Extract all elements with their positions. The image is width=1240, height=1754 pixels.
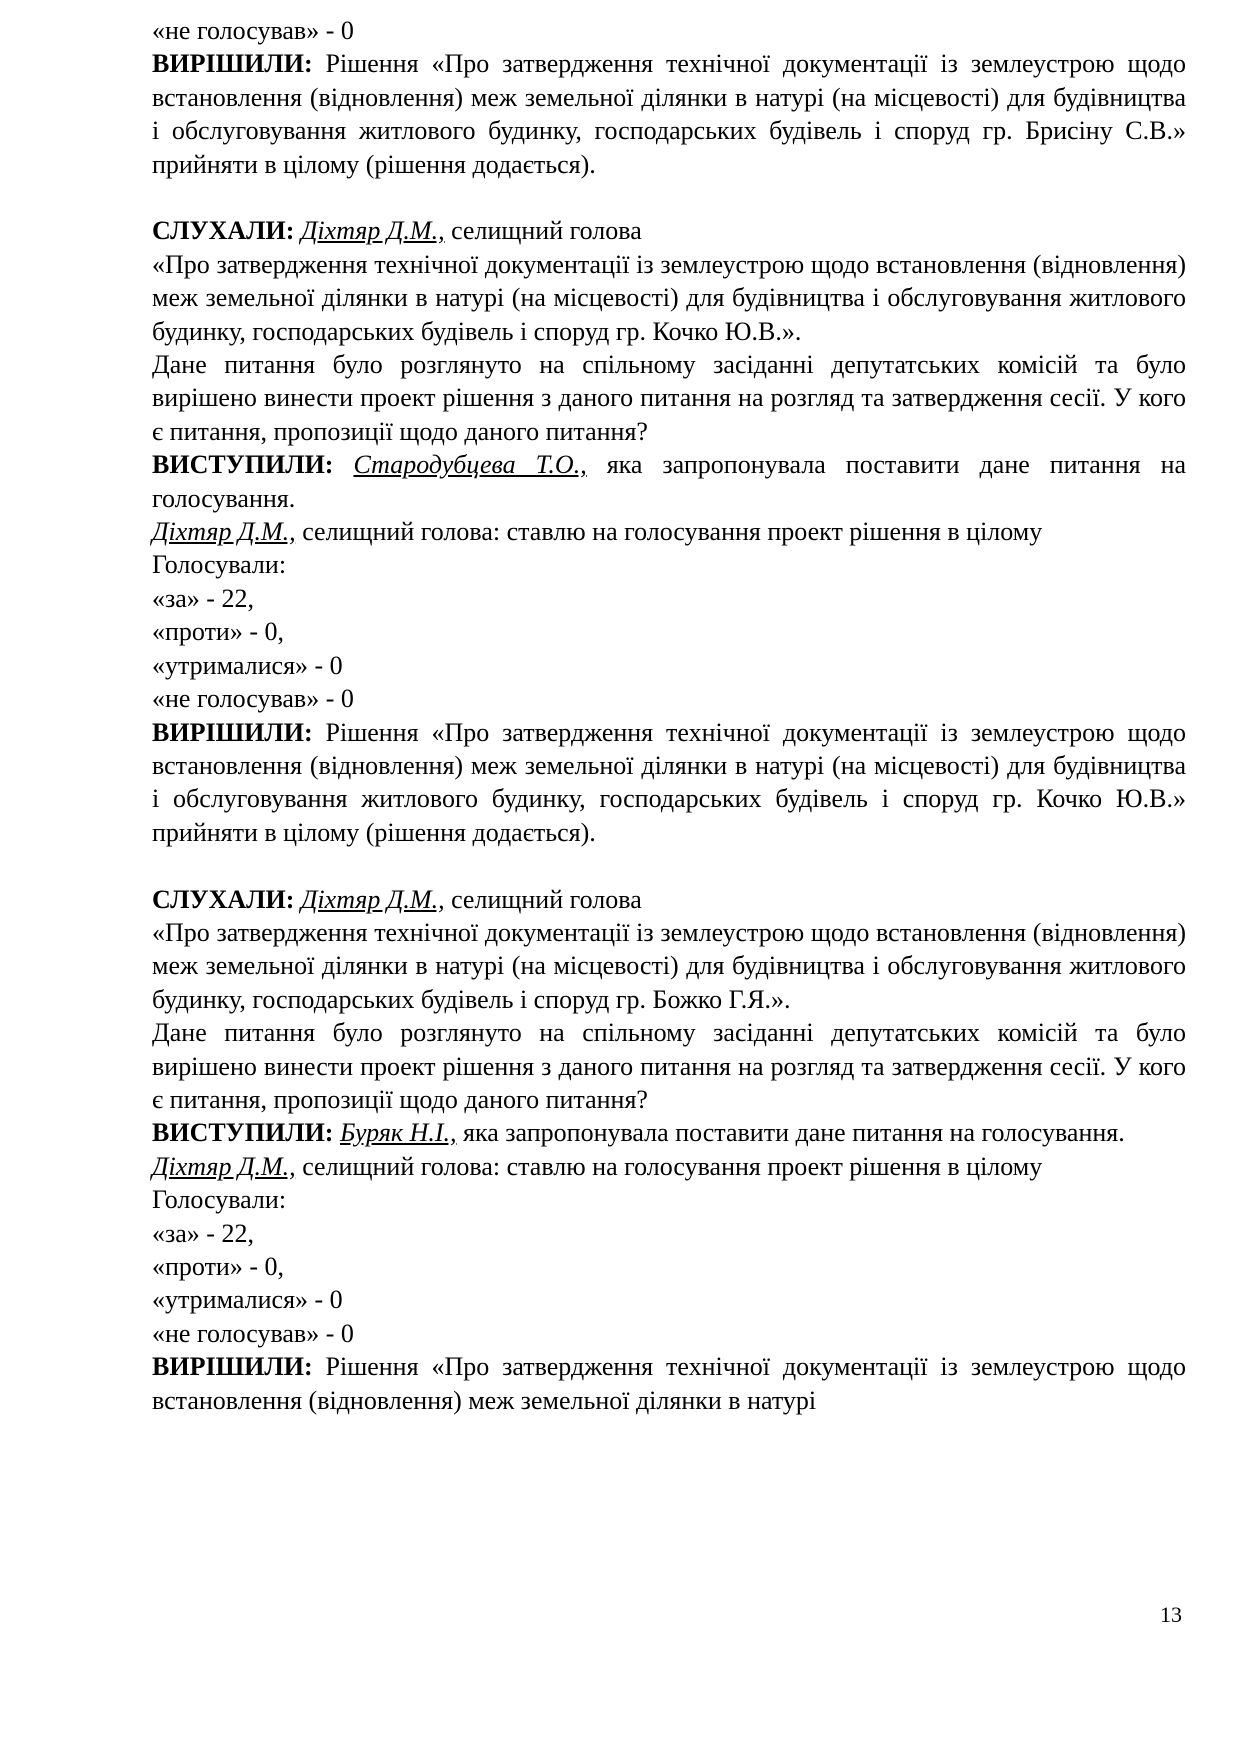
vote-not-voted: «не голосував» - 0 [152, 1318, 354, 1348]
chair-name: Діхтяр Д.М., [152, 1151, 296, 1181]
heard-line [152, 883, 1186, 916]
vote-not-voted: «не голосував» - 0 [152, 16, 354, 45]
speaker-name: Буряк Н.І., [339, 1118, 457, 1148]
decided-label: ВИРІШИЛИ: [152, 1352, 313, 1382]
chair-line [152, 515, 1186, 548]
topic-paragraph: «Про затвердження технічної документації із землеустрою щодо встановлення (відновлення) меж земельної ділянки в натурі (на місцевості) для будівництва і обслуговування житлового будинку, господарських будівель і споруд гр. Божко Г.Я.». [152, 917, 1186, 1014]
committee-note: Дане питання було розглянуто на спільному засіданні депутатських комісій та було вирішено винести проект рішення з даного питання на розгляд та затвердження сесії. У кого є питання, пропозиції щодо даного питання? [152, 1018, 1186, 1114]
chair-line [152, 1150, 1186, 1183]
decision-text: Рішення «Про затвердження технічної документації із землеустрою щодо встановлення (відновлення) меж земельної ділянки в натурі (на місцевості) для будівництва і обслуговування житлового будинку, господарських будівель і споруд гр. Кочко Ю.В.» прийняти в цілому (рішення додається). [152, 717, 1186, 847]
decided-label: ВИРІШИЛИ: [152, 49, 313, 79]
vote-for: «за» - 22, [152, 1218, 254, 1248]
speaker-name: Діхтяр Д.М., [300, 884, 445, 914]
heard-label: СЛУХАЛИ: [152, 884, 295, 914]
vote-against: «проти» - 0, [152, 617, 285, 647]
decision-text: Рішення «Про затвердження технічної документації із землеустрою щодо встановлення (відновлення) меж земельної ділянки в натурі [152, 1352, 1186, 1415]
chair-text: селищний голова: ставлю на голосування проект рішення в цілому [295, 517, 1043, 547]
votes-heading: Голосували: [152, 1185, 287, 1215]
vote-abstained: «утрималися» - 0 [152, 650, 343, 680]
chair-text: селищний голова: ставлю на голосування проект рішення в цілому [295, 1151, 1043, 1181]
vote-for: «за» - 22, [152, 583, 254, 613]
decision-paragraph [152, 716, 1186, 850]
speaker-name: Діхтяр Д.М., [300, 216, 445, 246]
spoke-paragraph [152, 448, 1186, 515]
chair-name: Діхтяр Д.М., [152, 517, 296, 547]
heard-line [152, 214, 1186, 247]
vote-not-voted: «не голосував» - 0 [152, 684, 354, 714]
topic-paragraph: «Про затвердження технічної документації із землеустрою щодо встановлення (відновлення) меж земельної ділянки в натурі (на місцевості) для будівництва і обслуговування житлового будинку, господарських будівель і споруд гр. Кочко Ю.В.». [152, 249, 1186, 346]
decision-text: Рішення «Про затвердження технічної документації із землеустрою щодо встановлення (відновлення) меж земельної ділянки в натурі (на місцевості) для будівництва і обслуговування житлового будинку, господарських будівель і споруд гр. Брисіну С.В.» прийняти в цілому (рішення додається). [152, 49, 1186, 179]
committee-note: Дане питання було розглянуто на спільному засіданні депутатських комісій та було вирішено винести проект рішення з даного питання на розгляд та затвердження сесії. У кого є питання, пропозиції щодо даного питання? [152, 350, 1186, 446]
spoke-text: яка запропонувала поставити дане питання на голосування. [456, 1118, 1125, 1148]
spoke-label: ВИСТУПИЛИ: [152, 1118, 334, 1148]
spacer [152, 181, 1186, 214]
speaker-role: селищний голова [444, 884, 642, 914]
spoke-paragraph [152, 1116, 1186, 1149]
speaker-name: Стародубцева Т.О., [353, 450, 587, 480]
speaker-role: селищний голова [444, 216, 642, 246]
spoke-text: яка запропонувала поставити дане питання на голосування. [152, 450, 1187, 513]
vote-against: «проти» - 0, [152, 1252, 285, 1281]
decision-paragraph [152, 47, 1186, 181]
heard-label: СЛУХАЛИ: [152, 216, 295, 246]
spoke-label: ВИСТУПИЛИ: [152, 450, 334, 480]
vote-abstained: «утрималися» - 0 [152, 1285, 343, 1315]
decision-paragraph [152, 1350, 1186, 1417]
spacer [152, 849, 1186, 882]
document-page [152, 14, 1186, 1417]
page-number: 13 [1160, 1602, 1182, 1627]
decided-label: ВИРІШИЛИ: [152, 717, 313, 747]
votes-heading: Голосували: [152, 550, 287, 580]
